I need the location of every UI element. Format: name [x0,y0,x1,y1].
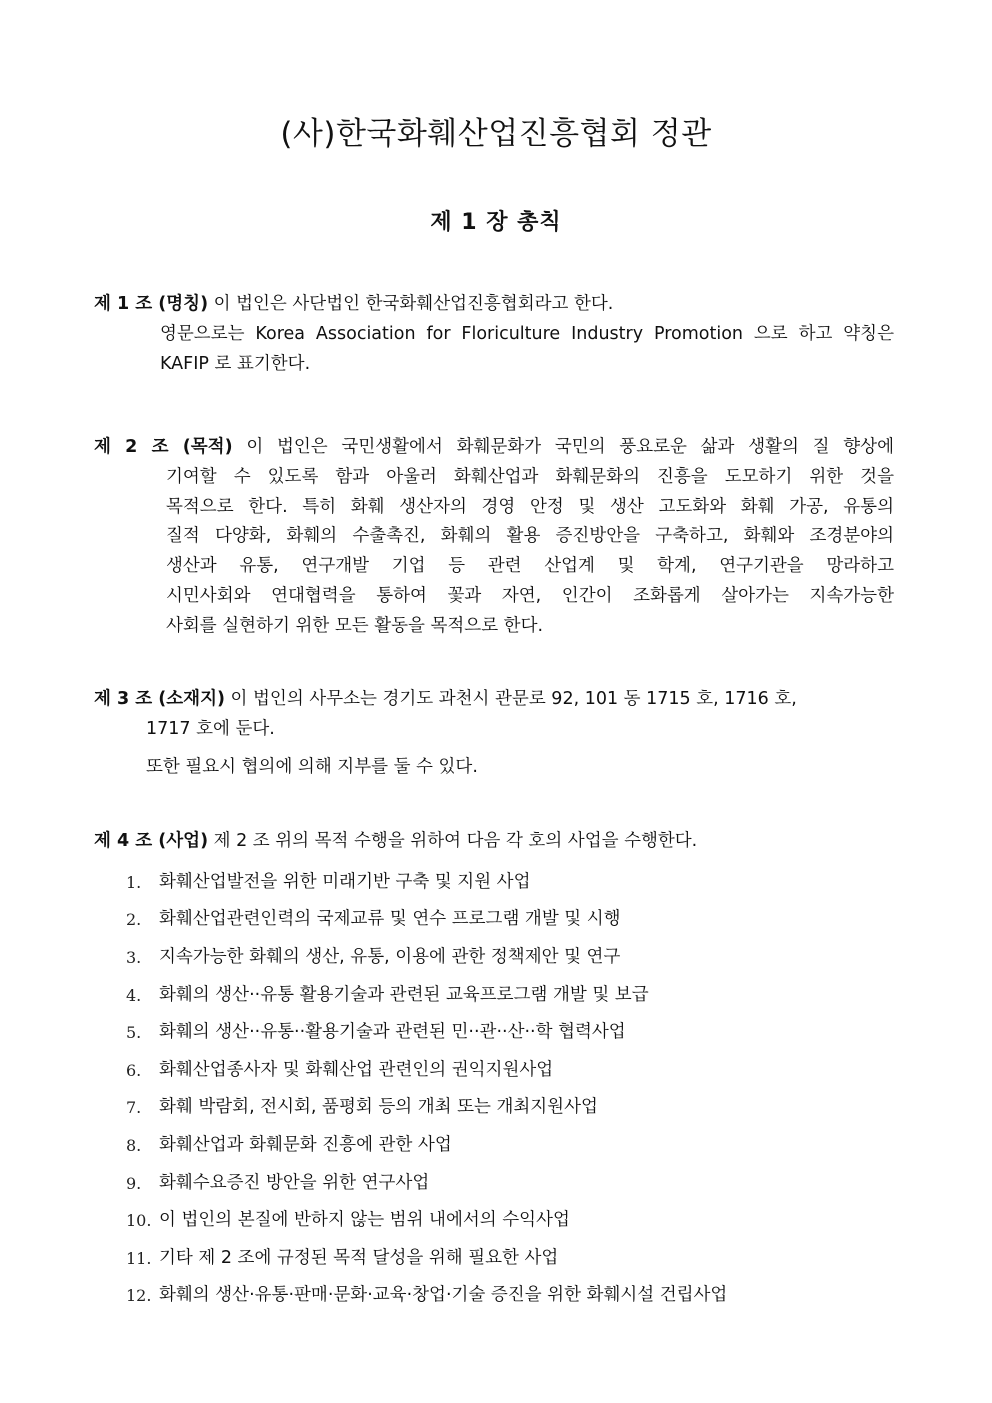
article-4-heading: 제 4 조 (사업) [94,831,209,851]
item-number: 9. [126,1173,142,1193]
list-item [94,977,894,1015]
document-title: (사)한국화훼산업진흥협회 정관 [280,116,712,152]
article-2-line-3: 목적으로 한다. 특히 화훼 생산자의 경영 안정 및 생산 고도화와 화훼 가공, 유통의 [166,496,894,517]
article-1-heading: 제 1 조 (명칭) [94,294,209,314]
chapter-title: 제 1 장 총칙 [430,210,562,235]
article-3-branch-note: 또한 필요시 협의에 의해 지부를 둘 수 있다. [146,756,478,777]
item-text: 화훼의 생산·유통·판매·문화·교육·창업·기술 증진을 위한 화훼시설 건립사업 [159,1285,728,1306]
item-text: 화훼산업관련인력의 국제교류 및 연수 프로그램 개발 및 시행 [159,909,621,930]
article-3 [94,685,894,782]
article-4-first-line [94,827,894,857]
list-item [94,1014,894,1052]
list-item [94,864,894,902]
item-number: 8. [126,1135,142,1155]
list-item [94,1277,894,1315]
item-text: 화훼 박람회, 전시회, 품평회 등의 개최 또는 개최지원사업 [159,1097,598,1118]
article-2 [94,433,894,642]
item-number: 1. [126,872,142,892]
article-3-line-1: 이 법인의 사무소는 경기도 과천시 관문로 92, 101 동 1715 호, 1716 호, [224,689,797,709]
article-2-line-6: 시민사회와 연대협력을 통하여 꽃과 자연, 인간이 조화롭게 살아가는 지속가능한 [166,585,894,606]
item-text: 이 법인의 본질에 반하지 않는 범위 내에서의 수익사업 [159,1210,570,1231]
item-number: 3. [126,947,142,967]
list-item [94,1240,894,1278]
item-number: 6. [126,1060,142,1080]
article-1-first-line [94,290,894,320]
list-item [94,901,894,939]
article-2-line-2: 기여할 수 있도록 함과 아울러 화훼산업과 화훼문화의 진흥을 도모하기 위한 것을 [166,466,894,487]
article-3-line-2: 1717 호에 둔다. [146,718,275,739]
list-item [94,1127,894,1165]
list-item [94,1202,894,1240]
item-number: 7. [126,1098,142,1118]
item-number: 10. [126,1211,152,1231]
article-2-heading: 제 2 조 (목적) [94,437,233,457]
article-1-text: 이 법인은 사단법인 한국화훼산업진흥협회라고 한다. [208,294,614,314]
list-item [94,939,894,977]
article-1 [94,290,894,379]
item-text: 화훼수요증진 방안을 위한 연구사업 [159,1172,430,1193]
item-number: 11. [126,1248,152,1268]
item-text: 화훼의 생산··유통··활용기술과 관련된 민··관··산··학 협력사업 [159,1022,626,1043]
list-item [94,1165,894,1203]
article-3-heading: 제 3 조 (소재지) [94,689,225,709]
article-1-abbreviation-line: KAFIP 로 표기한다. [160,353,311,374]
article-2-line-7: 사회를 실현하기 위한 모든 활동을 목적으로 한다. [166,615,544,636]
item-text: 화훼의 생산··유통 활용기술과 관련된 교육프로그램 개발 및 보급 [159,984,649,1005]
article-4 [94,827,894,1315]
list-item [94,1089,894,1127]
article-2-line-1: 이 법인은 국민생활에서 화훼문화가 국민의 풍요로운 삶과 생활의 질 향상에 [232,437,894,457]
business-item-list [94,864,894,1315]
article-1-english-name-line: 영문으로는 Korea Association for Floriculture Industry Promotion 으로 하고 약칭은 [160,323,894,344]
item-number: 4. [126,985,142,1005]
item-text: 화훼산업발전을 위한 미래기반 구축 및 지원 사업 [159,871,531,892]
item-text: 지속가능한 화훼의 생산, 유통, 이용에 관한 정책제안 및 연구 [159,946,621,967]
article-3-first-line [94,685,894,715]
item-number: 5. [126,1023,142,1043]
item-text: 기타 제 2 조에 규정된 목적 달성을 위해 필요한 사업 [159,1247,559,1268]
item-text: 화훼산업과 화훼문화 진흥에 관한 사업 [159,1134,452,1155]
article-2-line-5: 생산과 유통, 연구개발 기업 등 관련 산업계 및 학계, 연구기관을 망라하고 [166,556,894,577]
article-2-line-4: 질적 다양화, 화훼의 수출촉진, 화훼의 활용 증진방안을 구축하고, 화훼와 조경분야의 [166,526,894,547]
item-number: 12. [126,1286,152,1306]
article-2-first-line [94,433,894,463]
article-4-text: 제 2 조 위의 목적 수행을 위하여 다음 각 호의 사업을 수행한다. [208,831,698,851]
item-number: 2. [126,910,142,930]
item-text: 화훼산업종사자 및 화훼산업 관련인의 권익지원사업 [159,1059,554,1080]
list-item [94,1052,894,1090]
